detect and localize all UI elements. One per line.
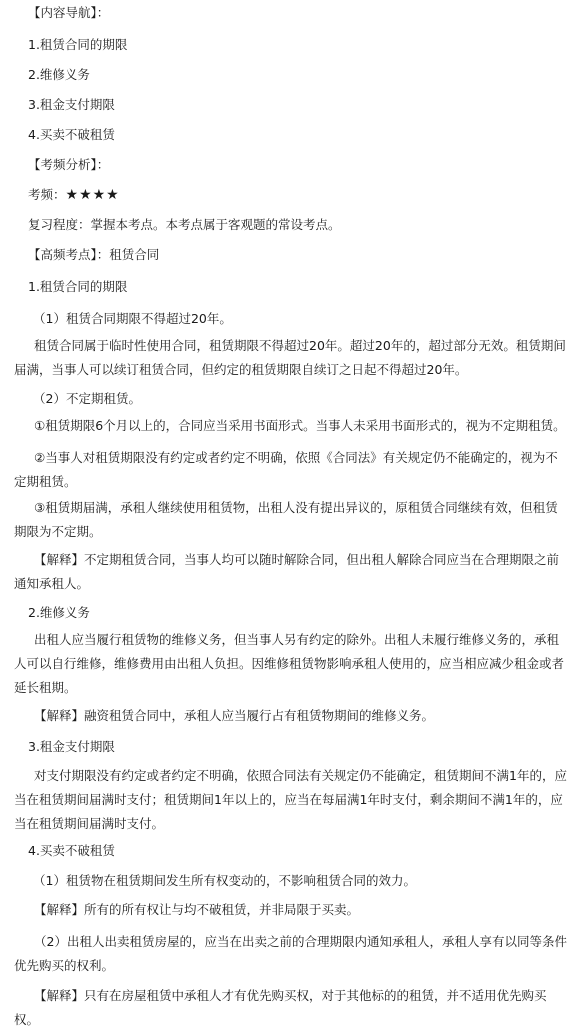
section-1-clause-1: ①租赁期限6个月以上的，合同应当采用书面形式。当事人未采用书面形式的，视为不定期租赁。	[34, 418, 566, 433]
nav-item-3: 3.租金支付期限	[28, 97, 115, 112]
section-1-clause-2: ②当事人对租赁期限没有约定或者约定不明确，依照《合同法》有关规定仍不能确定的，视为不定期租赁。	[14, 450, 558, 489]
section-4-explanation-2: 【解释】只有在房屋租赁中承租人才有优先购买权，对于其他标的的租赁，并不适用优先购买权。	[14, 988, 547, 1027]
section-3-heading: 3.租金支付期限	[28, 739, 115, 754]
section-1-explanation: 【解释】不定期租赁合同，当事人均可以随时解除合同，但出租人解除合同应当在合理期限之前通知承租人。	[14, 552, 560, 591]
frequency-label: 考频：	[28, 187, 66, 202]
star-rating-icon: ★★★★	[65, 187, 120, 203]
section-1-sub-2: （2）不定期租赁。	[33, 391, 141, 406]
section-2-explanation: 【解释】融资租赁合同中，承租人应当履行占有租赁物期间的维修义务。	[34, 708, 435, 723]
nav-item-1: 1.租赁合同的期限	[28, 37, 128, 52]
section-4-sub-1: （1）租赁物在租赁期间发生所有权变动的，不影响租赁合同的效力。	[33, 873, 416, 888]
nav-item-2: 2.维修义务	[28, 67, 90, 82]
high-frequency-topic: 【高频考点】：租赁合同	[28, 247, 160, 262]
section-2-paragraph: 出租人应当履行租赁物的维修义务，但当事人另有约定的除外。出租人未履行维修义务的，承租人可以自行维修，维修费用由出租人负担。因维修租赁物影响承租人使用的，应当相应减少租金或者延长租期。	[14, 632, 565, 695]
section-1-clause-3: ③租赁期届满，承租人继续使用租赁物，出租人没有提出异议的，原租赁合同继续有效，但租赁期限为不定期。	[14, 500, 558, 539]
nav-title: 【内容导航】：	[28, 5, 110, 20]
section-4-explanation-1: 【解释】所有的所有权让与均不破租赁，并非局限于买卖。	[34, 902, 360, 917]
nav-item-4: 4.买卖不破租赁	[28, 127, 115, 142]
review-level: 复习程度：掌握本考点。本考点属于客观题的常设考点。	[28, 217, 341, 232]
frequency-line	[28, 184, 120, 206]
section-1-heading: 1.租赁合同的期限	[28, 279, 128, 294]
section-3-paragraph: 对支付期限没有约定或者约定不明确，依照合同法有关规定仍不能确定，租赁期间不满1年的，应当在租赁期间届满时支付；租赁期间1年以上的，应当在每届满1年时支付，剩余期间不满1年的，应当在租赁期间届满时支付。	[14, 768, 567, 831]
section-4-sub-2: （2）出租人出卖租赁房屋的，应当在出卖之前的合理期限内通知承租人，承租人享有以同等条件优先购买的权利。	[14, 934, 567, 973]
analysis-title: 【考频分析】：	[28, 157, 110, 172]
section-1-paragraph: 租赁合同属于临时性使用合同，租赁期限不得超过20年。超过20年的，超过部分无效。租赁期间届满，当事人可以续订租赁合同，但约定的租赁期限自续订之日起不得超过20年。	[14, 338, 566, 377]
section-1-sub-1: （1）租赁合同期限不得超过20年。	[33, 311, 232, 326]
section-2-heading: 2.维修义务	[28, 605, 90, 620]
section-4-heading: 4.买卖不破租赁	[28, 843, 115, 858]
